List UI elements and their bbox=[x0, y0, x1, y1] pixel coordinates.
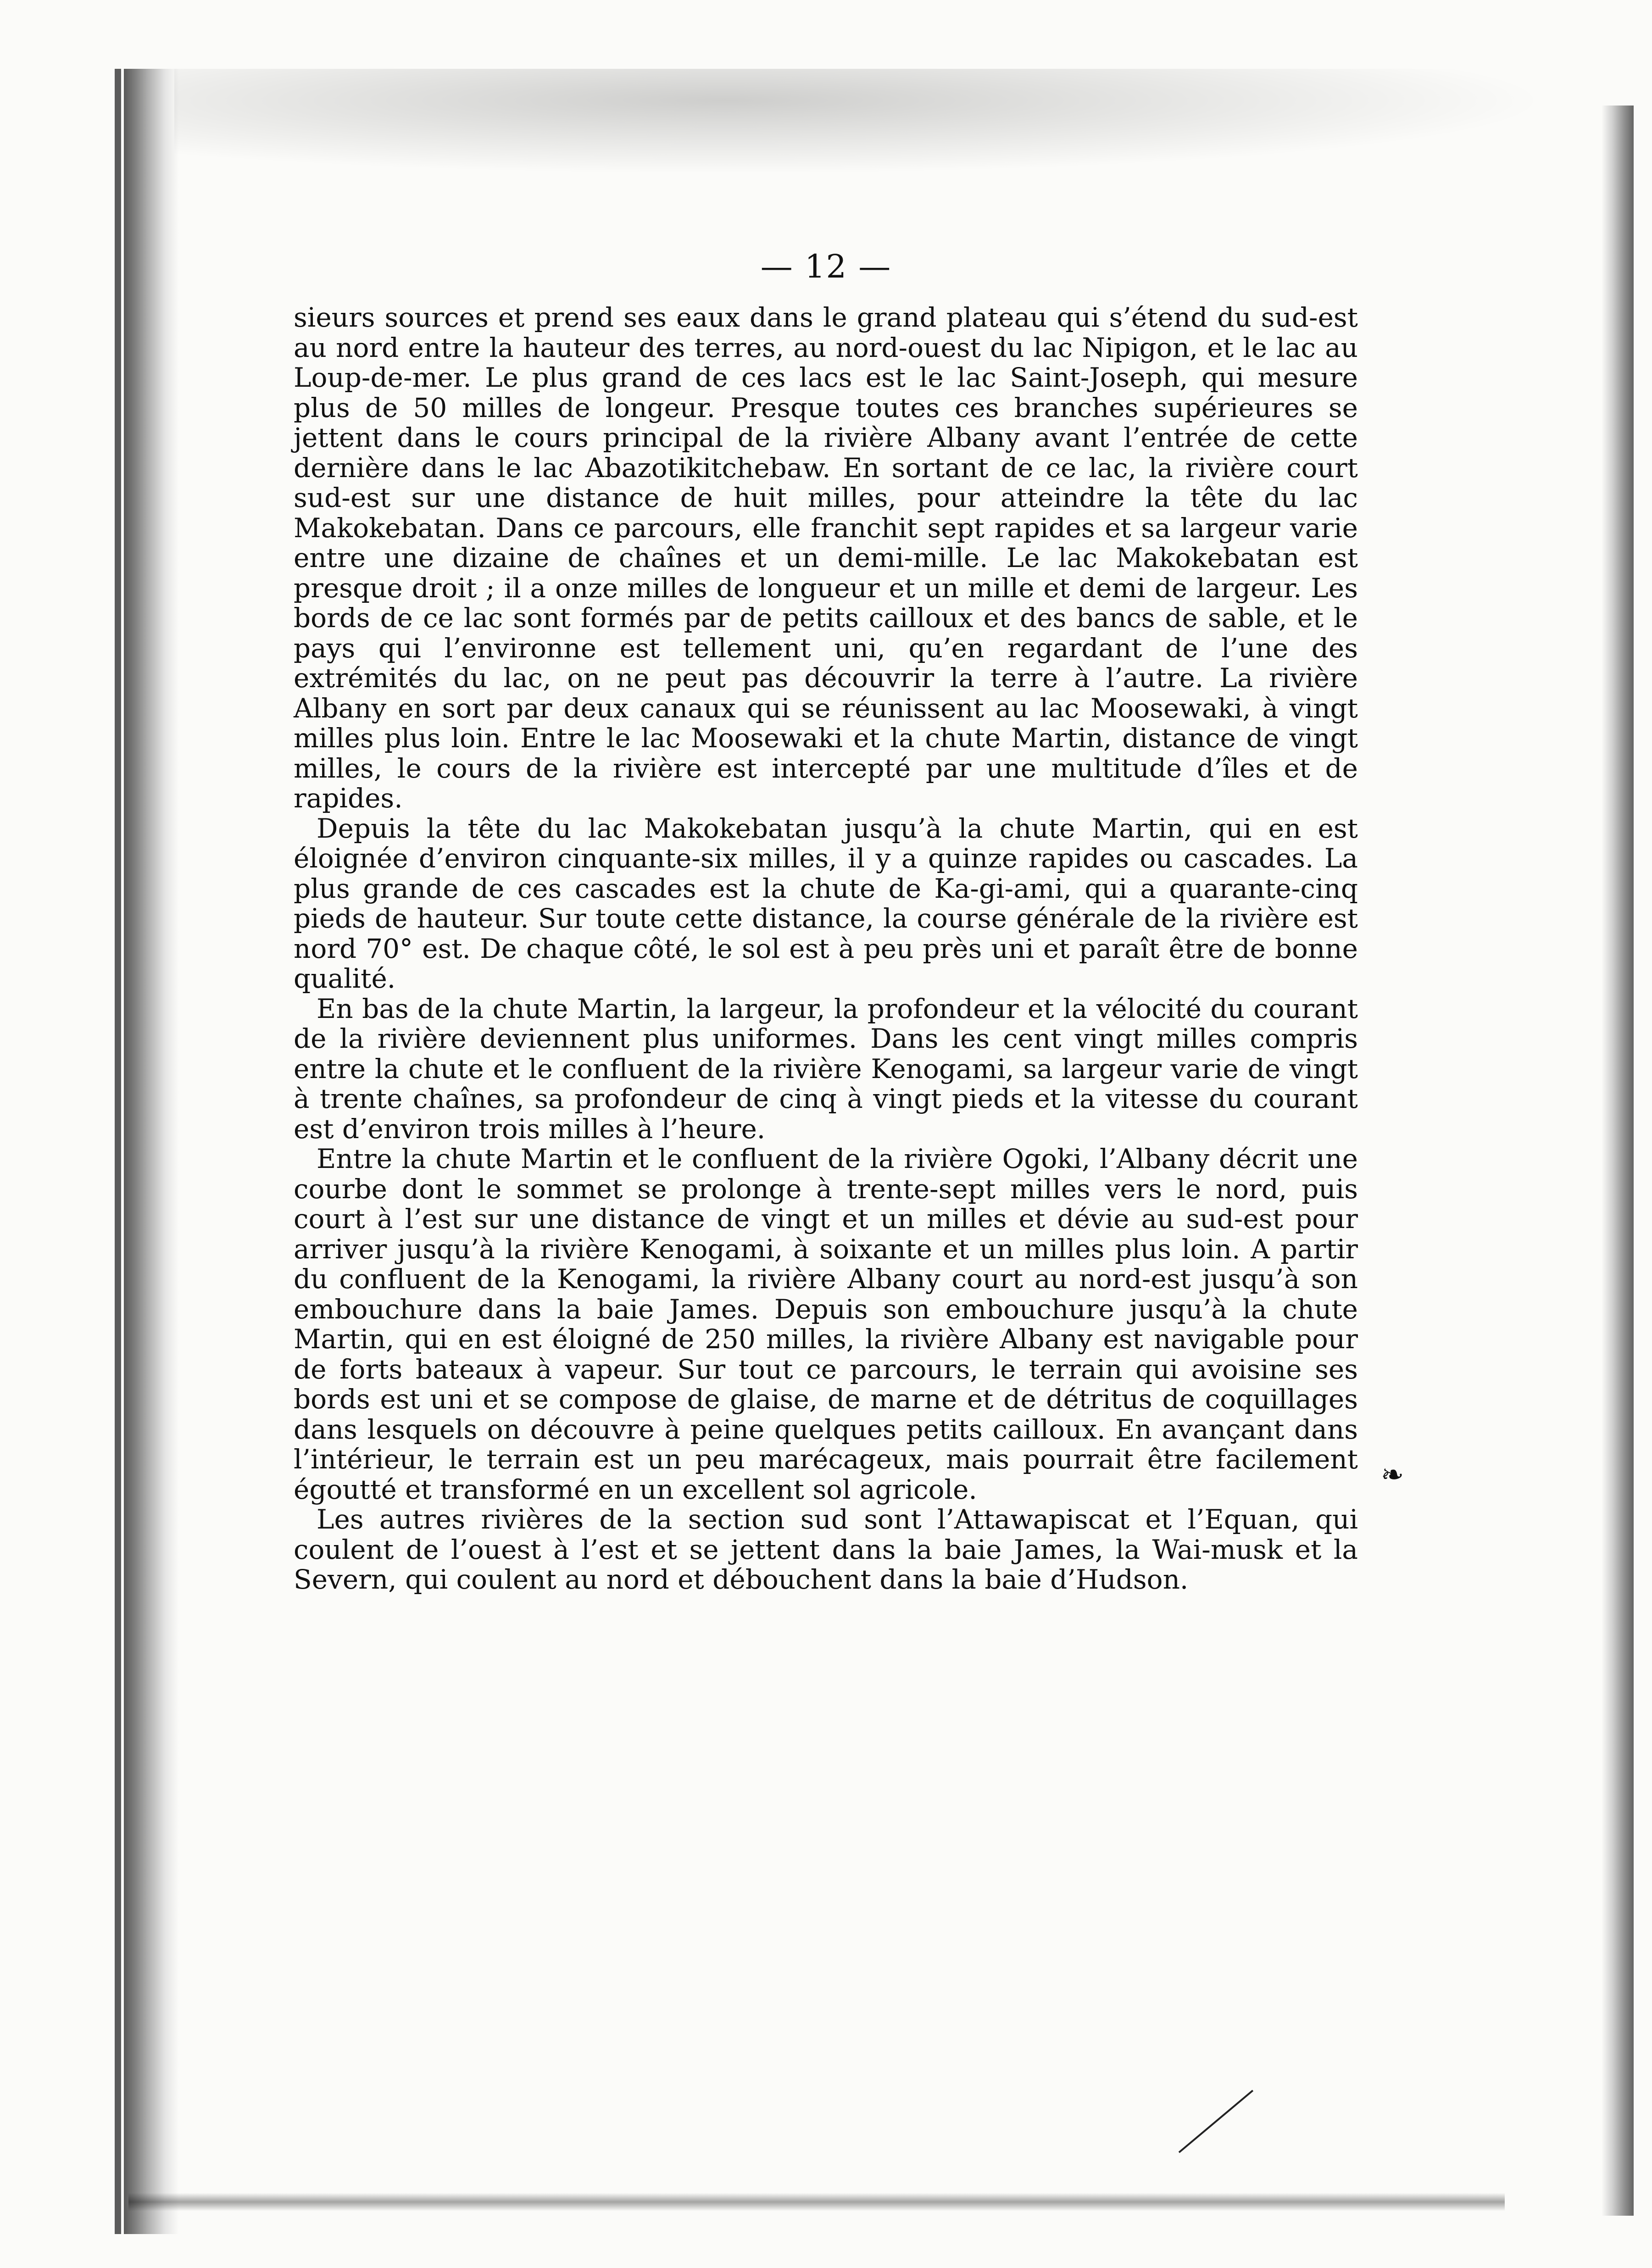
binding-shadow-left bbox=[124, 69, 179, 2234]
page-number: — 12 — bbox=[760, 248, 892, 285]
scan-smudge-top bbox=[174, 69, 1551, 174]
binding-shadow-right bbox=[1602, 106, 1634, 2216]
paragraph: Les autres rivières de la section sud sont l’Attawapiscat et l’Equan, qui coulent de l’ouest à l’est et se jettent dans la baie James, la Wai-musk et la Severn, qui coulent au nord et débouchent dans la baie d’Hudson. bbox=[294, 1504, 1358, 1595]
margin-mark: ❧ bbox=[1381, 1459, 1404, 1491]
scan-edge-bottom bbox=[128, 2193, 1505, 2211]
paragraph: En bas de la chute Martin, la largeur, la profondeur et la vélocité du courant de la rivière deviennent plus uniformes. Dans les cent vingt milles compris entre la chute et le confluent de la rivière Kenogami, sa largeur varie de vingt à trente chaînes, sa profondeur de cinq à vingt pieds et la vitesse du courant est d’environ trois milles à l’heure. bbox=[294, 993, 1358, 1145]
body-text bbox=[294, 303, 1358, 1595]
paragraph: Entre la chute Martin et le confluent de la rivière Ogoki, l’Albany décrit une courbe dont le sommet se prolonge à trente-sept milles vers le nord, puis court à l’est sur une distance de vingt et un milles et dévie au sud-est pour arriver jusqu’à la rivière Kenogami, à soixante et un milles plus loin. A partir du confluent de la Kenogami, la rivière Albany court au nord-est jusqu’à son embouchure dans la baie James. Depuis son embouchure jusqu’à la chute Martin, qui en est éloigné de 250 milles, la rivière Albany est navigable pour de forts bateaux à vapeur. Sur tout ce parcours, le terrain qui avoisine ses bords est uni et se compose de glaise, de marne et de détritus de coquillages dans lesquels on découvre à peine quelques petits cailloux. En avançant dans l’intérieur, le terrain est un peu marécageux, mais pourrait être facilement égoutté et transformé en un excellent sol agricole. bbox=[294, 1143, 1358, 1505]
paragraph: sieurs sources et prend ses eaux dans le grand plateau qui s’étend du sud-est au nord entre la hauteur des terres, au nord-ouest du lac Nipigon, et le lac au Loup-de-mer. Le plus grand de ces lacs est le lac Saint-Joseph, qui mesure plus de 50 milles de longeur. Presque toutes ces branches supérieures se jettent dans le cours principal de la rivière Albany avant l’entrée de cette dernière dans le lac Abazotikitchebaw. En sortant de ce lac, la rivière court sud-est sur une distance de huit milles, pour atteindre la tête du lac Makokebatan. Dans ce parcours, elle franchit sept rapides et sa largeur varie entre une dizaine de chaînes et un demi-mille. Le lac Makokebatan est presque droit ; il a onze milles de longueur et un mille et demi de largeur. Les bords de ce lac sont formés par de petits cailloux et des bancs de sable, et le pays qui l’environne est tellement uni, qu’en regardant de l’une des extrémités du lac, on ne peut pas découvrir la terre à l’autre. La rivière Albany en sort par deux canaux qui se réunissent au lac Moosewaki, à vingt milles plus loin. Entre le lac Moosewaki et la chute Martin, distance de vingt milles, le cours de la rivière est intercepté par une multitude d’îles et de rapides. bbox=[294, 302, 1358, 814]
binding-shadow-left-line bbox=[115, 69, 121, 2234]
pen-stroke bbox=[1179, 2090, 1253, 2153]
paragraph: Depuis la tête du lac Makokebatan jusqu’à la chute Martin, qui en est éloignée d’environ cinquante-six milles, il y a quinze rapides ou cascades. La plus grande de ces cascades est la chute de Ka-gi-ami, qui a quarante-cinq pieds de hauteur. Sur toute cette distance, la course générale de la rivière est nord 70° est. De chaque côté, le sol est à peu près uni et paraît être de bonne qualité. bbox=[294, 812, 1358, 994]
